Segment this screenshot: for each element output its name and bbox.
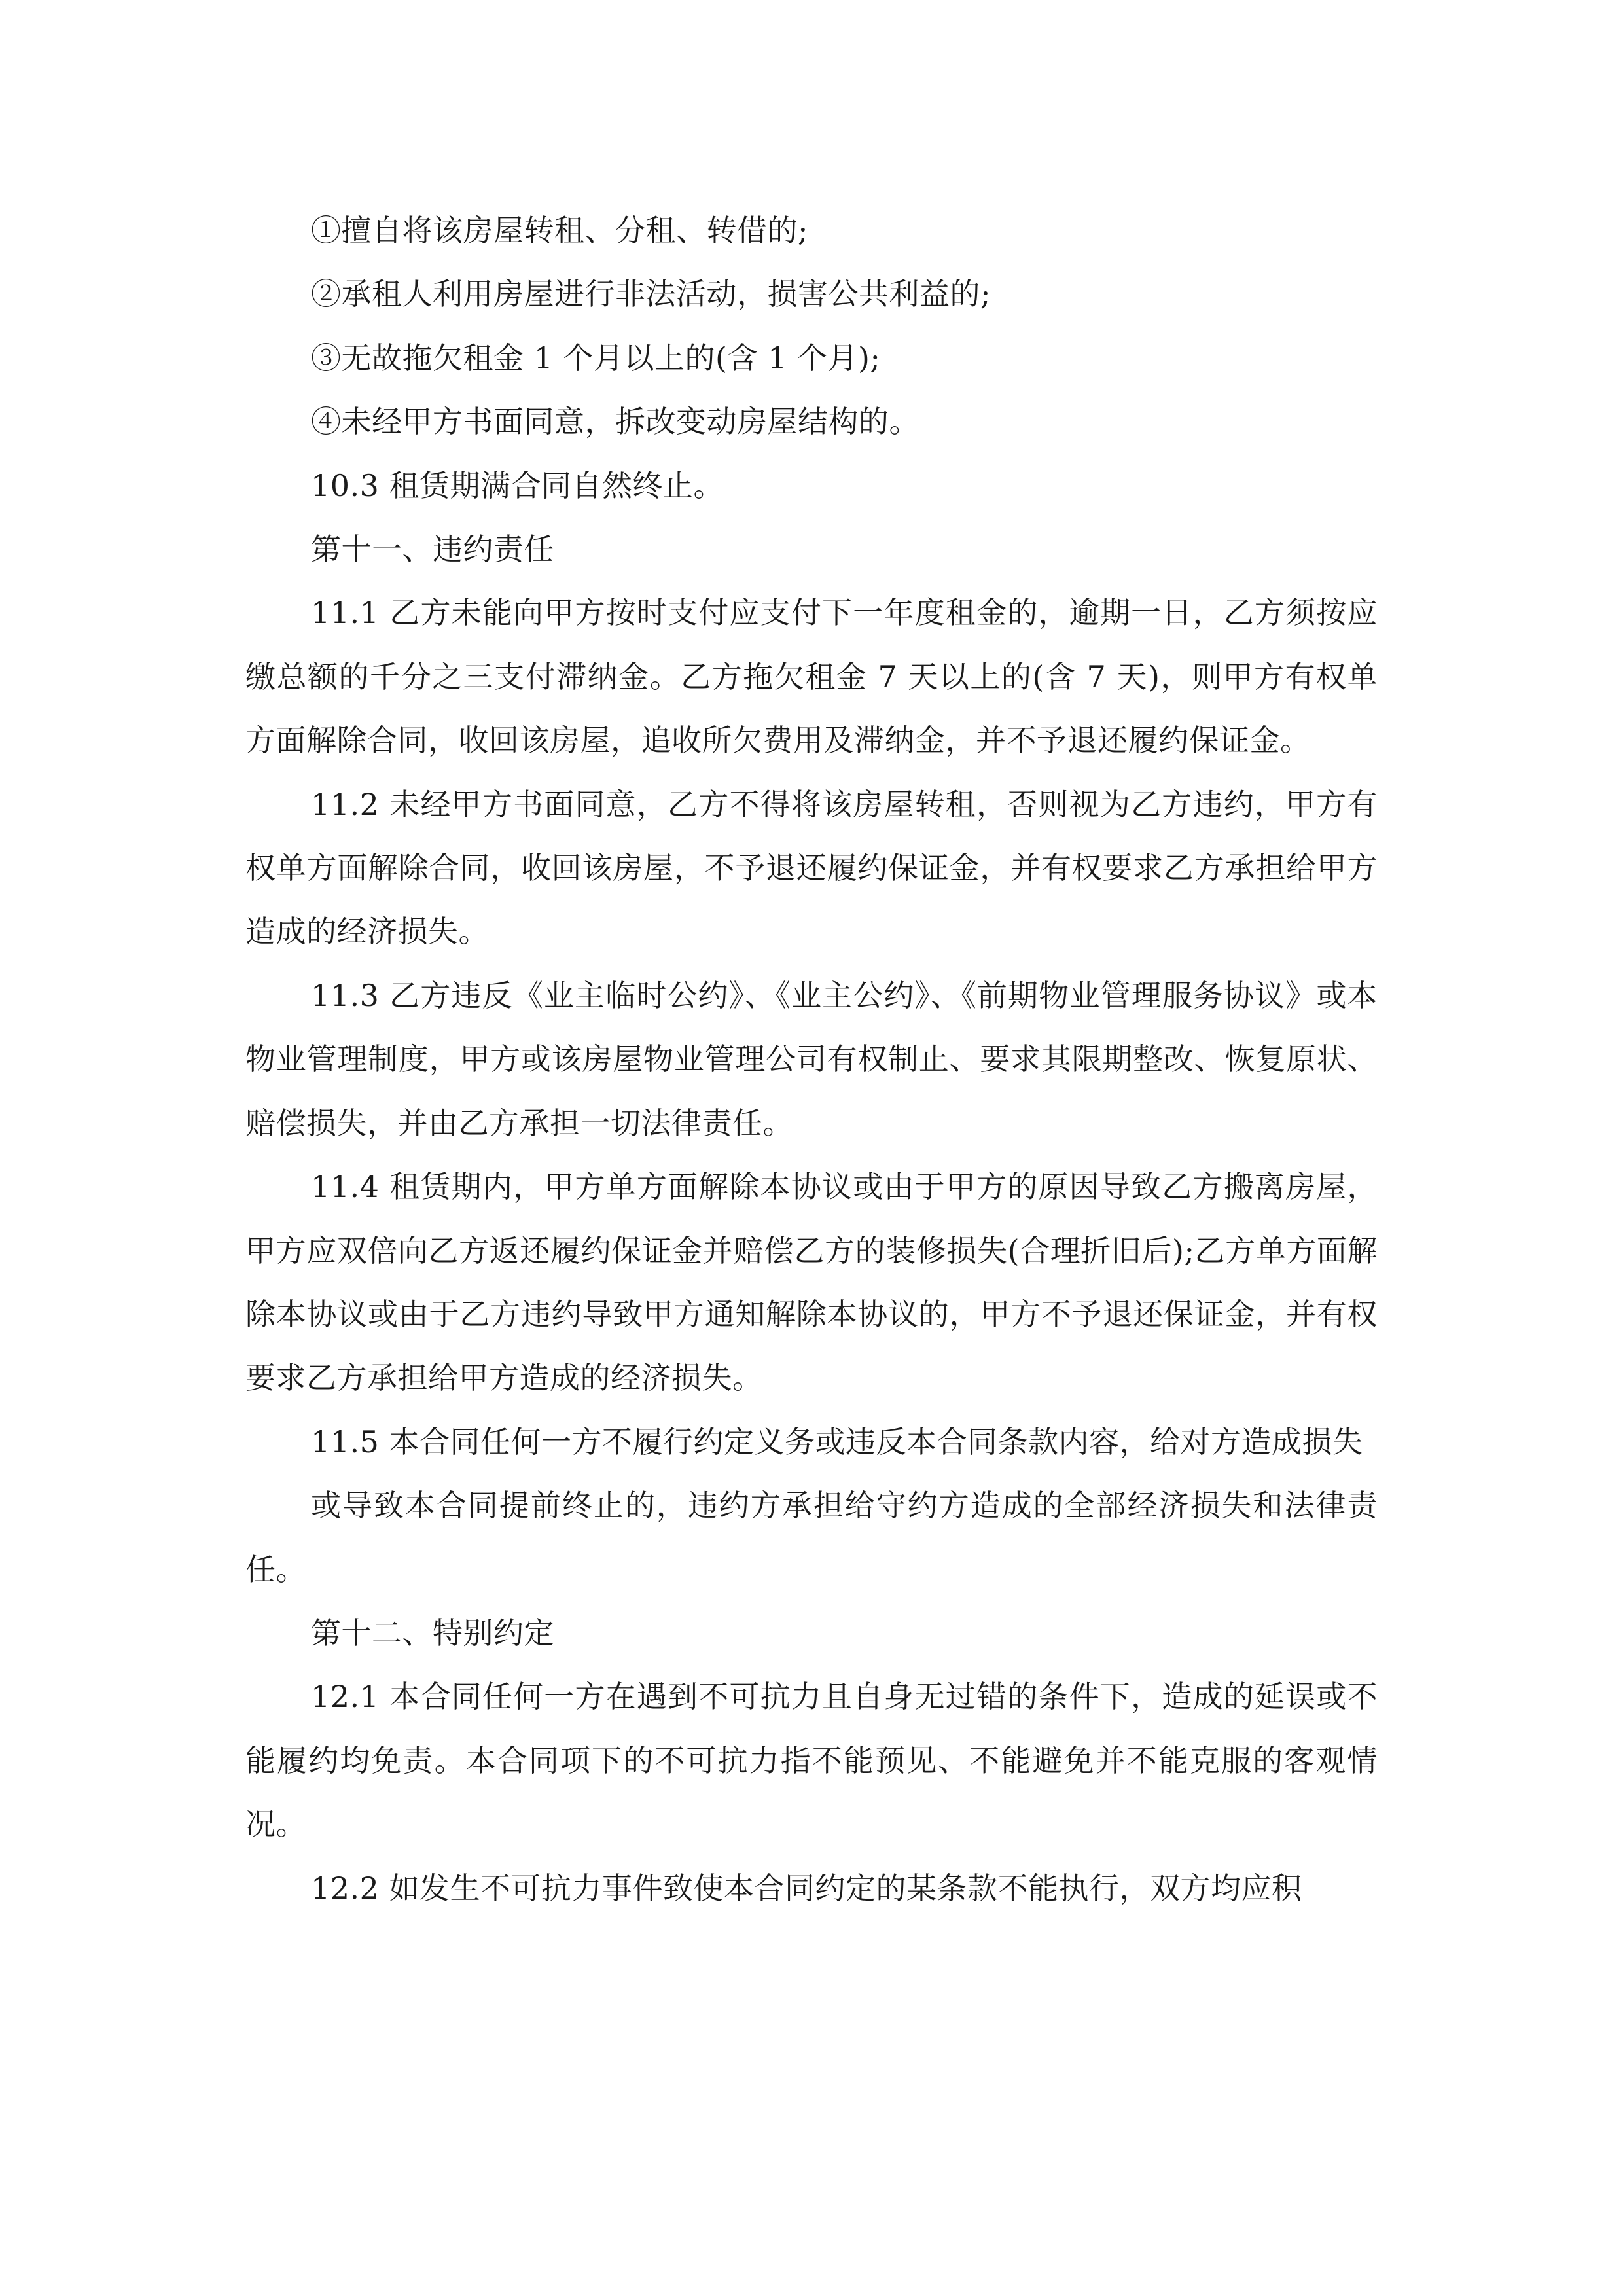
clause-item-3: ③无故拖欠租金 1 个月以上的(含 1 个月); bbox=[311, 340, 881, 376]
clause-11-5: 11.5 本合同任何一方不履行约定义务或违反本合同条款内容，给对方造成损失 bbox=[311, 1424, 1363, 1460]
clause-11-2: 11.2 未经甲方书面同意，乙方不得将该房屋转租，否则视为乙方违约，甲方有权单方面解除合同，收回该房屋，不予退还履约保证金，并有权要求乙方承担给甲方造成的经济损失。 bbox=[245, 786, 1378, 950]
clause-12-2: 12.2 如发生不可抗力事件致使本合同约定的某条款不能执行，双方均应积 bbox=[311, 1870, 1302, 1906]
clause-12-1: 12.1 本合同任何一方在遇到不可抗力且自身无过错的条件下，造成的延误或不能履约均免责。本合同项下的不可抗力指不能预见、不能避免并不能克服的客观情况。 bbox=[245, 1679, 1378, 1842]
clause-11-1: 11.1 乙方未能向甲方按时支付应支付下一年度租金的，逾期一日，乙方须按应缴总额的千分之三支付滞纳金。乙方拖欠租金 7 天以上的(含 7 天)，则甲方有权单方面解除合同，收回该房屋，追收所欠费用及滞纳金，并不予退还履约保证金。 bbox=[245, 595, 1378, 759]
section-heading-12: 第十二、特别约定 bbox=[311, 1615, 554, 1651]
clause-11-5-continued: 或导致本合同提前终止的，违约方承担给守约方造成的全部经济损失和法律责任。 bbox=[245, 1488, 1378, 1587]
clause-item-2: ②承租人利用房屋进行非法活动，损害公共利益的; bbox=[311, 276, 991, 312]
clause-11-4: 11.4 租赁期内，甲方单方面解除本协议或由于甲方的原因导致乙方搬离房屋，甲方应双倍向乙方返还履约保证金并赔偿乙方的装修损失(合理折旧后);乙方单方面解除本协议或由于乙方违约导致甲方通知解除本协议的，甲方不予退还保证金，并有权要求乙方承担给甲方造成的经济损失。 bbox=[245, 1169, 1378, 1396]
clause-11-3: 11.3 乙方违反《业主临时公约》、《业主公约》、《前期物业管理服务协议》或本物业管理制度，甲方或该房屋物业管理公司有权制止、要求其限期整改、恢复原状、赔偿损失，并由乙方承担一切法律责任。 bbox=[245, 977, 1378, 1141]
clause-item-1: ①擅自将该房屋转租、分租、转借的; bbox=[311, 213, 808, 248]
clause-10-3: 10.3 租赁期满合同自然终止。 bbox=[311, 467, 724, 503]
document-body bbox=[245, 199, 1378, 1920]
clause-item-4: ④未经甲方书面同意，拆改变动房屋结构的。 bbox=[311, 404, 919, 440]
section-heading-11: 第十一、违约责任 bbox=[311, 531, 554, 567]
